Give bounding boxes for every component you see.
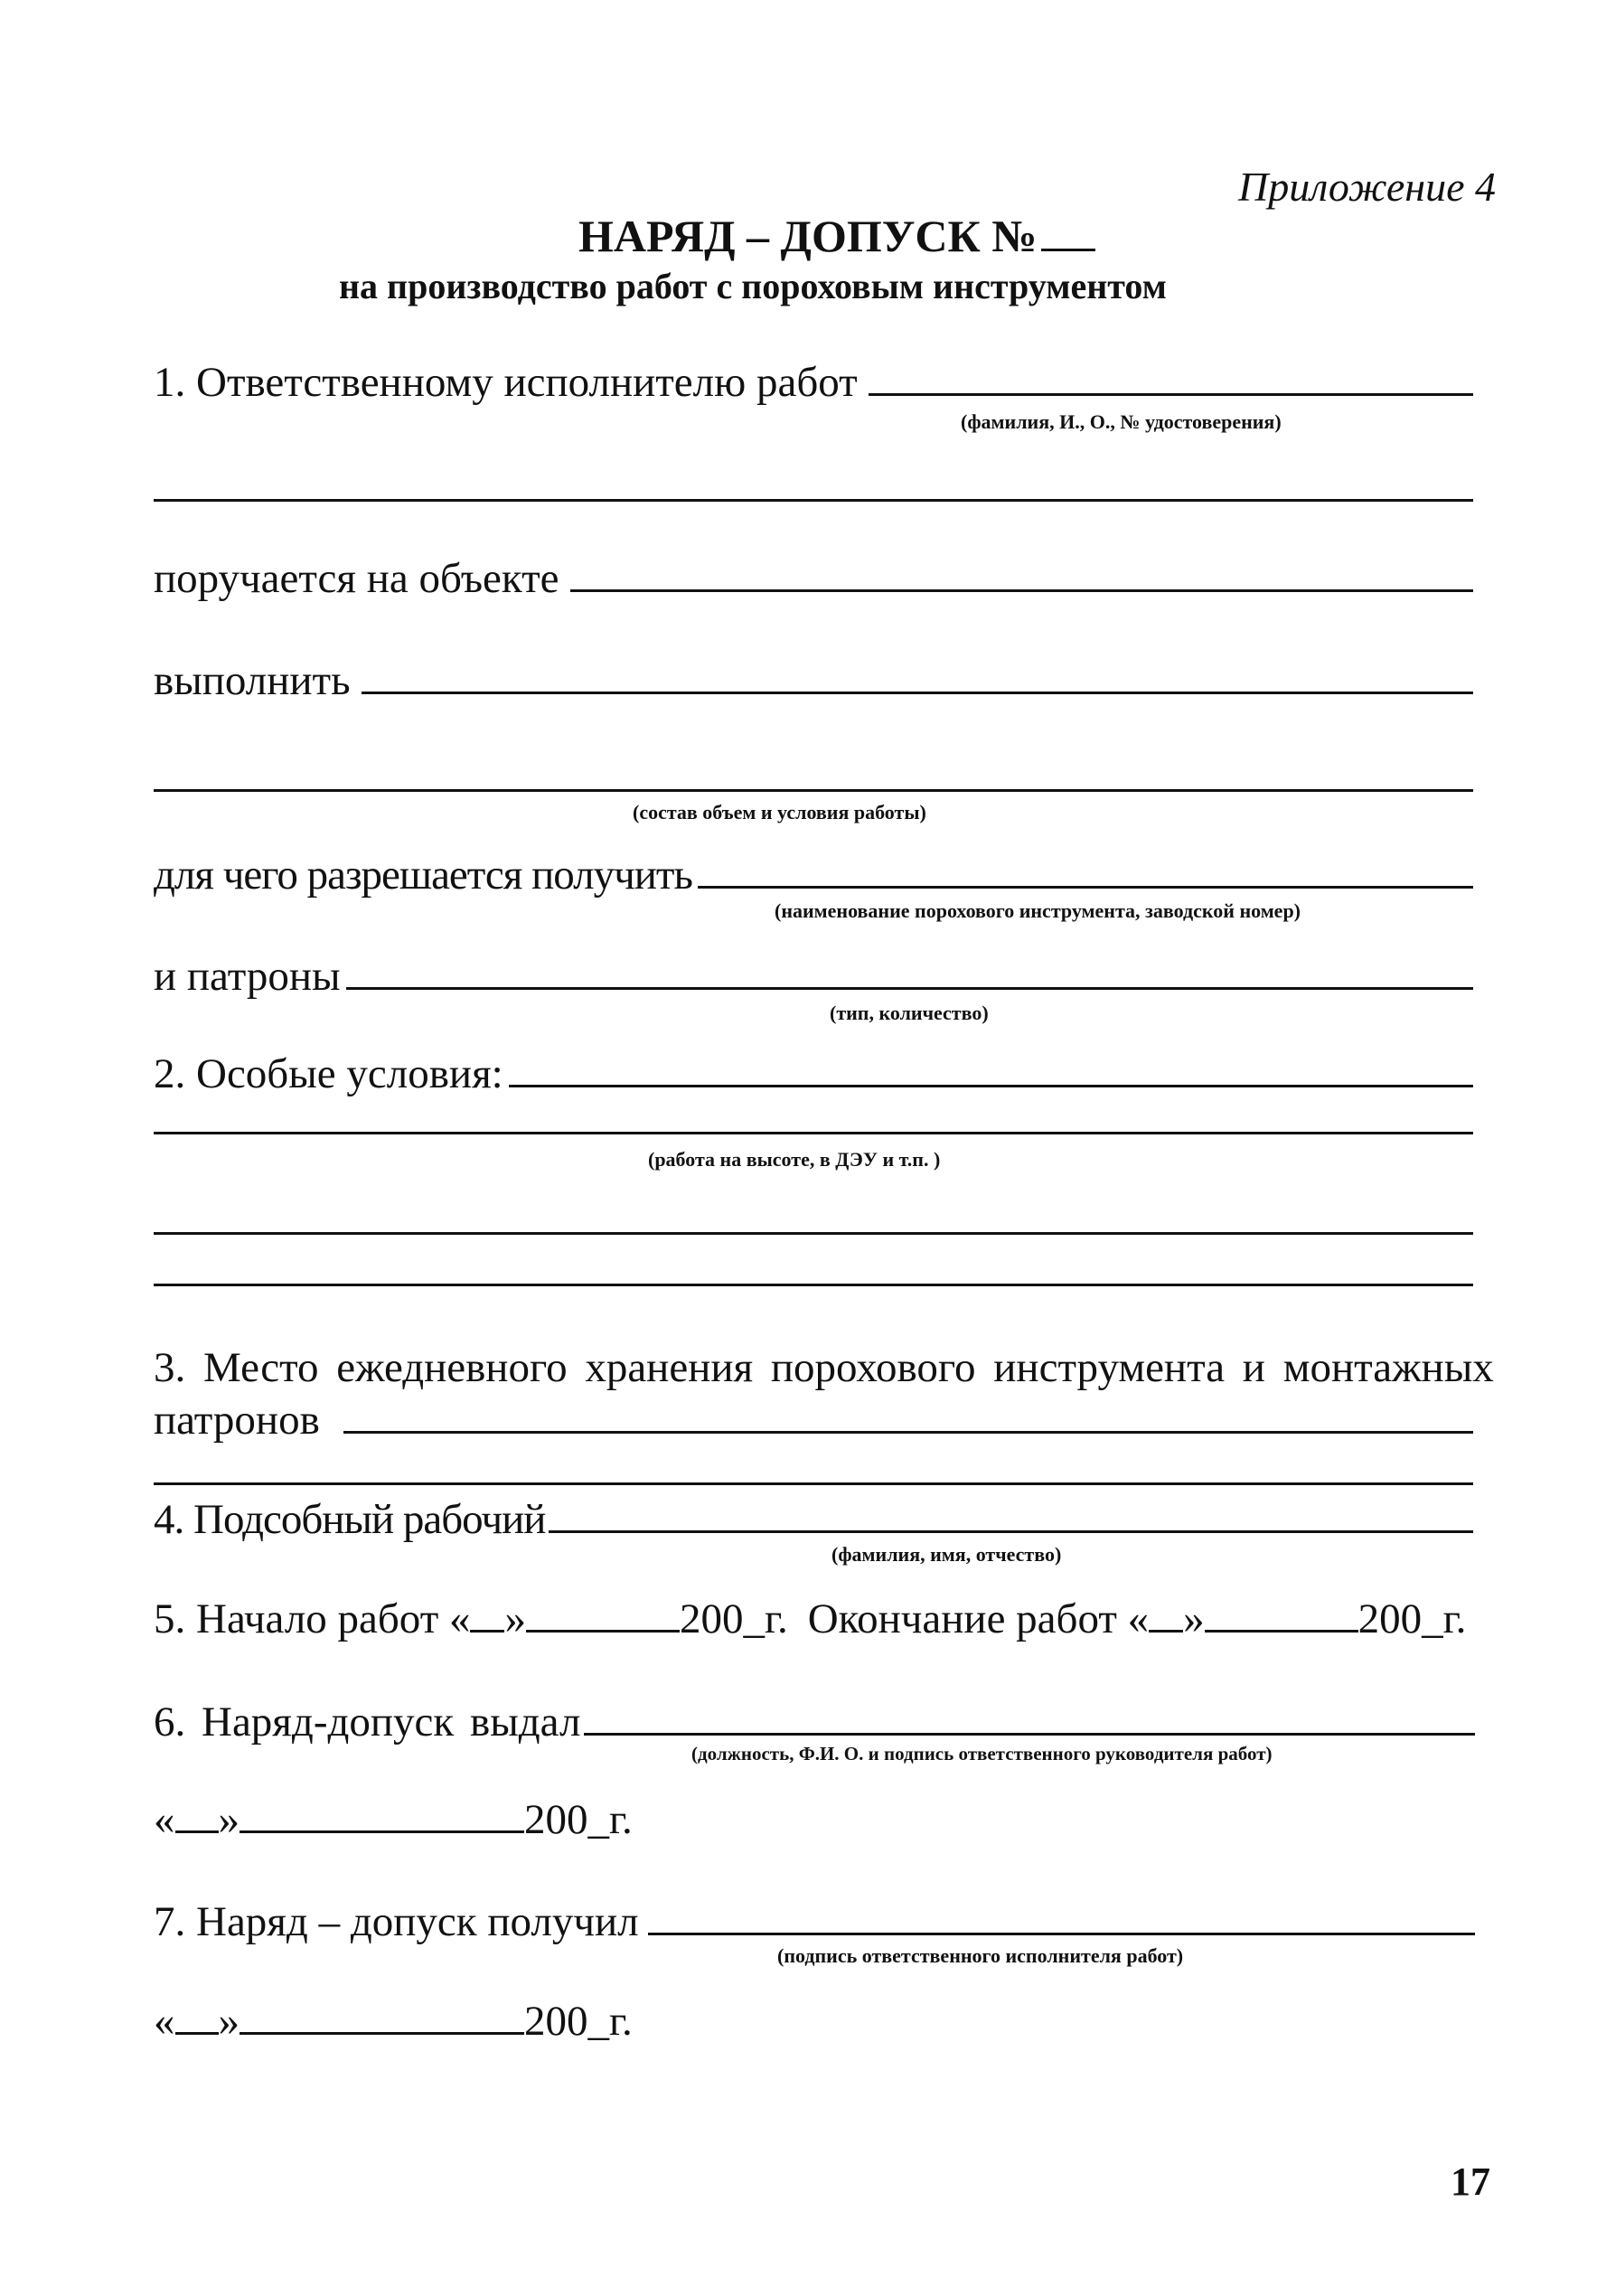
task-row: [154, 657, 1473, 704]
document-subtitle: на производство работ с пороховым инструментом: [339, 266, 1167, 306]
cartridges-field[interactable]: [346, 986, 1473, 990]
helper-worker-field[interactable]: [549, 1529, 1473, 1533]
end-day-field[interactable]: [1149, 1629, 1183, 1633]
start-quote-close: »: [504, 1595, 526, 1642]
start-day-field[interactable]: [470, 1629, 504, 1633]
document-title: [578, 210, 1095, 262]
storage-place-row: [154, 1399, 1473, 1442]
responsible-executor-row: [154, 359, 1473, 406]
issued-by-row: [154, 1698, 1475, 1746]
task-caption: (состав объем и условия работы): [633, 801, 926, 823]
received-day-field[interactable]: [175, 2031, 219, 2035]
received-by-field[interactable]: [648, 1932, 1475, 1935]
storage-place-field[interactable]: [343, 1430, 1473, 1434]
special-conditions-caption: (работа на высоте, в ДЭУ и т.п. ): [648, 1148, 941, 1171]
helper-worker-row: [154, 1496, 1473, 1543]
responsible-executor-field-line2[interactable]: [154, 499, 1473, 502]
received-month-field[interactable]: [240, 2031, 524, 2035]
task-field-line2[interactable]: [154, 789, 1473, 792]
helper-worker-label: 4. Подсобный рабочий: [154, 1496, 546, 1543]
received-by-row: [154, 1898, 1475, 1945]
work-dates-row: [154, 1595, 1482, 1642]
object-field[interactable]: [570, 588, 1473, 592]
issued-day-field[interactable]: [175, 1830, 219, 1833]
issued-month-field[interactable]: [240, 1830, 524, 1833]
receive-row: [154, 854, 1473, 897]
responsible-executor-field[interactable]: [869, 392, 1473, 396]
responsible-executor-caption: (фамилия, И., О., № удостоверения): [961, 410, 1282, 433]
task-field[interactable]: [362, 691, 1473, 694]
helper-worker-caption: (фамилия, имя, отчество): [831, 1543, 1062, 1566]
received-date-open: «: [154, 1998, 175, 2045]
title-text: НАРЯД – ДОПУСК №: [578, 211, 1038, 261]
end-quote-close: »: [1183, 1595, 1205, 1642]
number-field[interactable]: [1041, 249, 1095, 251]
object-label: поручается на объекте: [154, 555, 559, 602]
issued-date-open: «: [154, 1796, 175, 1843]
end-label: Окончание работ «: [807, 1595, 1150, 1642]
appendix-label: Приложение 4: [1238, 164, 1497, 210]
responsible-executor-label: 1. Ответственному исполнителю работ: [154, 359, 858, 406]
task-label: выполнить: [154, 657, 351, 704]
received-date-row: [154, 2000, 633, 2043]
receive-field[interactable]: [698, 885, 1473, 889]
issued-date-row: [154, 1796, 633, 1843]
object-row: [154, 555, 1473, 602]
cartridges-label: и патроны: [154, 953, 341, 1000]
received-date-close: »: [218, 1998, 240, 2045]
cartridges-caption: (тип, количество): [830, 1002, 989, 1024]
special-conditions-label: 2. Особые условия:: [154, 1050, 503, 1097]
issued-date-close: »: [218, 1796, 240, 1843]
receive-label: для чего разрешается получить: [154, 852, 692, 899]
special-conditions-row: [154, 1050, 1473, 1097]
special-conditions-field-line3[interactable]: [154, 1232, 1473, 1235]
storage-place-label: 3. Место ежедневного хранения порохового инструмента и монтажных: [154, 1344, 1494, 1391]
end-year: 200_г.: [1357, 1595, 1467, 1642]
issued-by-caption: (должность, Ф.И. О. и подпись ответственного руководителя работ): [691, 1743, 1273, 1764]
issued-by-field[interactable]: [584, 1732, 1475, 1736]
issued-by-label: 6. Наряд-допуск выдал: [154, 1698, 581, 1746]
received-by-caption: (подпись ответственного исполнителя работ): [777, 1944, 1184, 1967]
start-month-field[interactable]: [526, 1629, 680, 1633]
receive-caption: (наименование порохового инструмента, заводской номер): [775, 899, 1301, 922]
storage-place-field-line2[interactable]: [154, 1482, 1473, 1485]
issued-year: 200_г.: [524, 1796, 633, 1843]
special-conditions-field[interactable]: [509, 1084, 1473, 1087]
page-number: 17: [1451, 2160, 1490, 2204]
special-conditions-field-line4[interactable]: [154, 1284, 1473, 1286]
storage-place-label-line2: патронов: [154, 1397, 320, 1444]
end-month-field[interactable]: [1205, 1629, 1358, 1633]
start-label: 5. Начало работ «: [154, 1595, 471, 1642]
received-by-label: 7. Наряд – допуск получил: [154, 1898, 639, 1945]
cartridges-row: [154, 955, 1473, 998]
start-year: 200_г.: [679, 1595, 788, 1642]
special-conditions-field-line2[interactable]: [154, 1132, 1473, 1134]
received-year: 200_г.: [524, 1998, 633, 2045]
